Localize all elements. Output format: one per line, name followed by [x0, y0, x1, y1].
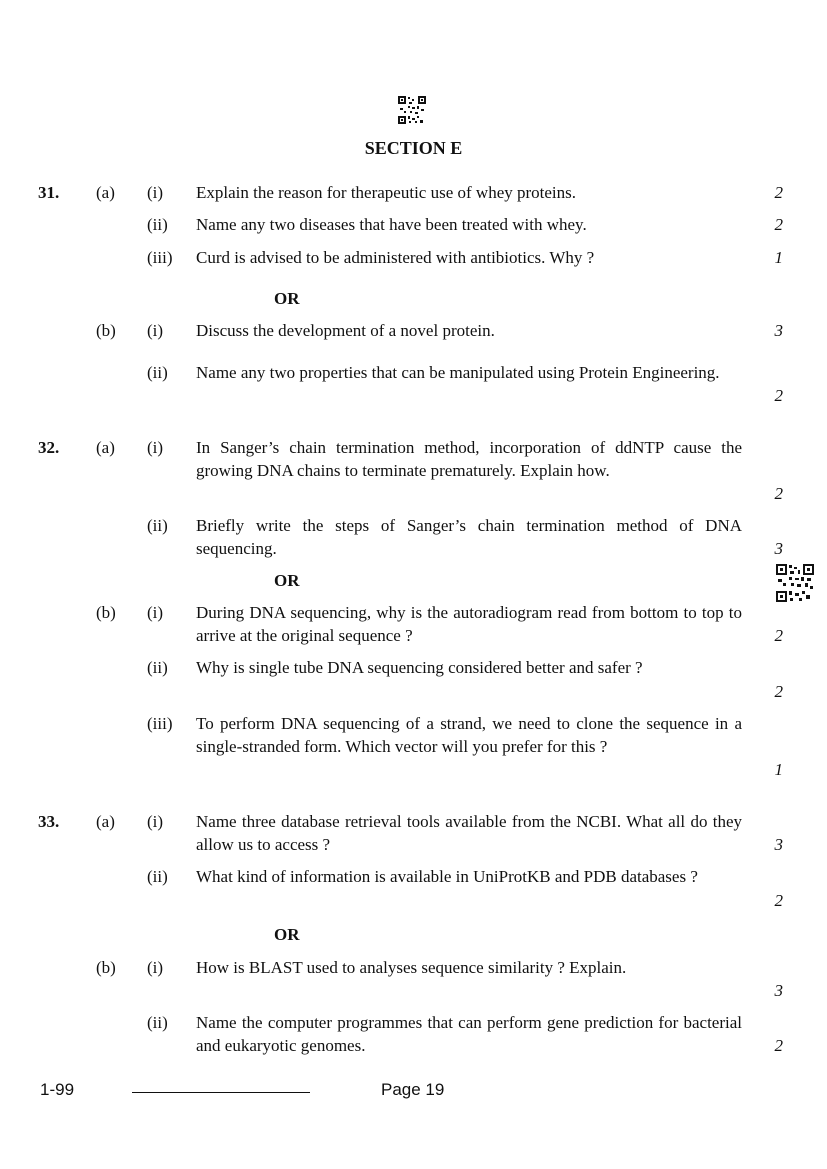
sub-label: (i) [147, 321, 164, 340]
marks: 2 [774, 183, 783, 202]
question-text: Discuss the development of a novel protein. [196, 321, 495, 340]
part-label: (a) [96, 438, 115, 457]
sub-label: (ii) [147, 363, 168, 382]
question-number: 31. [38, 183, 60, 202]
qr-code-side [776, 564, 814, 602]
marks: 2 [774, 626, 783, 645]
question-text: Why is single tube DNA sequencing considered better and safer ? [196, 658, 643, 677]
marks: 1 [774, 760, 783, 779]
part-label: (a) [96, 812, 115, 831]
question-text: How is BLAST used to analyses sequence similarity ? Explain. [196, 958, 627, 977]
section-title: SECTION E [364, 138, 463, 158]
question-text: Name the computer programmes that can perform gene prediction for bacterial and eukaryotic genomes. [196, 1013, 742, 1055]
or-separator: OR [274, 289, 300, 308]
question-number: 33. [38, 812, 60, 831]
part-label: (b) [96, 603, 116, 622]
part-label: (b) [96, 321, 116, 340]
question-text: Name any two properties that can be manipulated using Protein Engineering. [196, 363, 720, 382]
marks: 2 [774, 484, 783, 503]
marks: 1 [774, 248, 783, 267]
marks: 3 [774, 835, 783, 854]
question-text: During DNA sequencing, why is the autoradiogram read from bottom to top to arrive at the original sequence ? [196, 603, 742, 645]
paper-code: 1-99 [40, 1080, 75, 1099]
footer-rule [132, 1092, 310, 1093]
sub-label: (ii) [147, 215, 168, 234]
marks: 3 [774, 539, 783, 558]
marks: 2 [774, 1036, 783, 1055]
marks: 3 [774, 321, 783, 340]
marks: 3 [774, 981, 783, 1000]
or-separator: OR [274, 925, 300, 944]
marks: 2 [774, 386, 783, 405]
question-text: Briefly write the steps of Sanger’s chain termination method of DNA sequencing. [196, 516, 742, 558]
sub-label: (i) [147, 183, 164, 202]
question-text: Name three database retrieval tools available from the NCBI. What all do they allow us to access ? [196, 812, 742, 854]
sub-label: (iii) [147, 248, 173, 267]
sub-label: (ii) [147, 658, 168, 677]
question-number: 32. [38, 438, 60, 457]
sub-label: (i) [147, 958, 164, 977]
question-text: Curd is advised to be administered with antibiotics. Why ? [196, 248, 595, 267]
or-separator: OR [274, 571, 300, 590]
sub-label: (ii) [147, 1013, 168, 1032]
marks: 2 [774, 682, 783, 701]
question-text: Explain the reason for therapeutic use of whey proteins. [196, 183, 577, 202]
qr-code-top [398, 96, 426, 124]
question-text: Name any two diseases that have been treated with whey. [196, 215, 587, 234]
page-number: Page 19 [381, 1080, 445, 1099]
sub-label: (ii) [147, 516, 168, 535]
sub-label: (i) [147, 812, 164, 831]
question-text: What kind of information is available in UniProtKB and PDB databases ? [196, 867, 698, 886]
marks: 2 [774, 891, 783, 910]
sub-label: (ii) [147, 867, 168, 886]
sub-label: (i) [147, 438, 164, 457]
question-text: To perform DNA sequencing of a strand, we need to clone the sequence in a single-stranded form. Which vector will you prefer for this ? [196, 714, 742, 756]
sub-label: (i) [147, 603, 164, 622]
part-label: (b) [96, 958, 116, 977]
sub-label: (iii) [147, 714, 173, 733]
question-text: In Sanger’s chain termination method, incorporation of ddNTP cause the growing DNA chains to terminate prematurely. Explain how. [196, 438, 742, 480]
part-label: (a) [96, 183, 115, 202]
marks: 2 [774, 215, 783, 234]
